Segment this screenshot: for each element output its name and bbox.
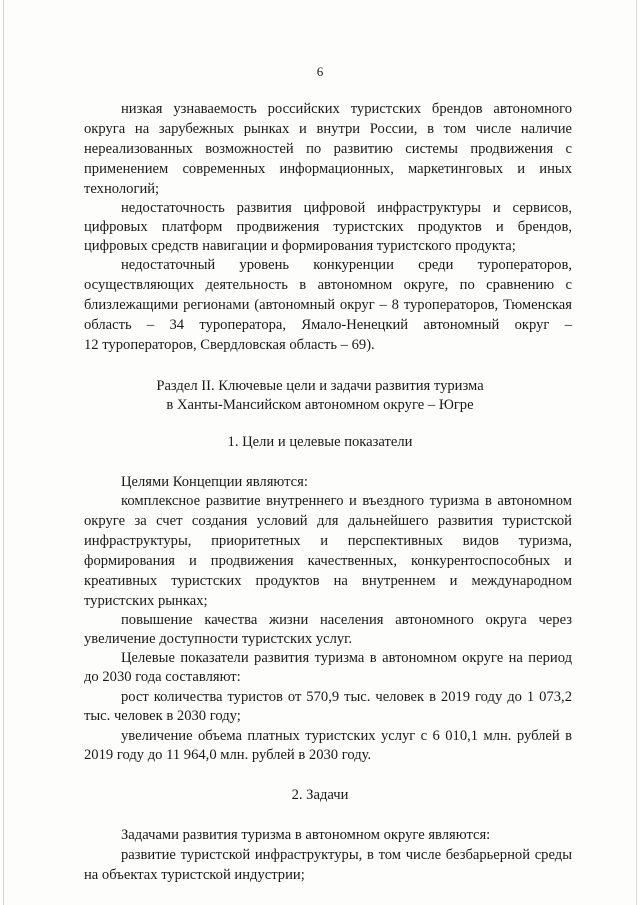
scan-left-edge bbox=[3, 0, 4, 905]
text-line: недостаточность развития цифровой инфраструктуры и сервисов, bbox=[121, 200, 572, 216]
text-line: Задачами развития туризма в автономном округе являются: bbox=[121, 827, 491, 843]
text-line: увеличение объема платных туристских услуг с 6 010,1 млн. рублей в bbox=[121, 728, 572, 744]
text-line: 12 туроператоров, Свердловская область – 69). bbox=[84, 337, 375, 353]
text-line: креативных туристских продуктов на внутреннем и международном bbox=[84, 573, 572, 589]
text-line: низкая узнаваемость российских туристских брендов автономного bbox=[121, 101, 572, 117]
text-line: применением современных информационных, маркетинговых и иных bbox=[84, 161, 572, 177]
text-line: близлежащими регионами (автономный округ – 8 туроператоров, Тюменская bbox=[84, 297, 572, 313]
scan-right-edge bbox=[636, 0, 637, 905]
text-line: недостаточный уровень конкуренции среди туроператоров, bbox=[121, 257, 572, 273]
text-line: тыс. человек в 2030 году; bbox=[84, 708, 241, 724]
page-number: 6 bbox=[316, 64, 324, 79]
text-line: развитие туристской инфраструктуры, в том числе безбарьерной среды bbox=[121, 847, 572, 863]
text-line: на объектах туристской индустрии; bbox=[84, 867, 305, 883]
text-line: туристских рынках; bbox=[84, 593, 208, 609]
subsection-heading: 2. Задачи bbox=[291, 787, 349, 803]
text-line: формирования и продвижения качественных, конкурентоспособных и bbox=[84, 553, 572, 569]
text-line: комплексное развитие внутреннего и въездного туризма в автономном bbox=[121, 493, 572, 509]
section-heading: Раздел II. Ключевые цели и задачи развития туризма bbox=[156, 378, 484, 394]
text-line: округе за счет создания условий для дальнейшего развития туристской bbox=[84, 513, 572, 529]
subsection-heading: 1. Цели и целевые показатели bbox=[227, 434, 413, 450]
text-line: инфраструктуры, приоритетных и перспективных видов туризма, bbox=[84, 533, 572, 549]
text-line: рост количества туристов от 570,9 тыс. человек в 2019 году до 1 073,2 bbox=[121, 689, 572, 705]
text-line: Целевые показатели развития туризма в автономном округе на период bbox=[121, 650, 572, 666]
text-line: область – 34 туроператора, Ямало-Ненецкий автономный округ – bbox=[84, 317, 572, 333]
text-line: округа на зарубежных рынках и внутри России, в том числе наличие bbox=[84, 121, 572, 137]
text-line: Целями Концепции являются: bbox=[121, 474, 308, 490]
section-heading: в Ханты-Мансийском автономном округе – Югре bbox=[166, 397, 474, 413]
text-line: цифровых платформ продвижения туристских продуктов и брендов, bbox=[84, 219, 572, 235]
text-line: цифровых средств навигации и формирования туристского продукта; bbox=[84, 238, 516, 254]
text-line: повышение качества жизни населения автономного округа через bbox=[121, 612, 572, 628]
text-line: до 2030 года составляют: bbox=[84, 669, 241, 685]
text-line: осуществляющих деятельность в автономном округе, по сравнению с bbox=[84, 277, 572, 293]
text-line: увеличение доступности туристских услуг. bbox=[84, 631, 353, 647]
text-line: нереализованных возможностей по развитию системы продвижения с bbox=[84, 141, 572, 157]
text-line: технологий; bbox=[84, 181, 160, 197]
text-line: 2019 году до 11 964,0 млн. рублей в 2030 году. bbox=[84, 747, 372, 763]
